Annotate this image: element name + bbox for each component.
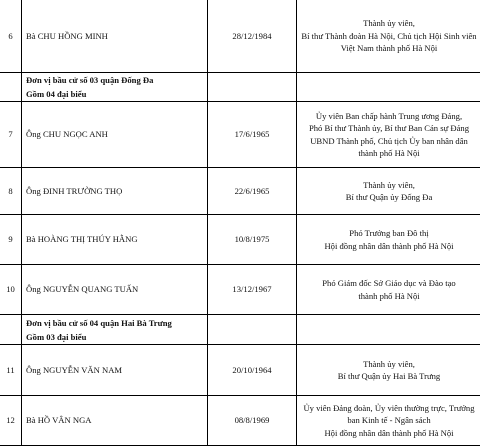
row-number: 8 — [0, 168, 22, 215]
table-row — [0, 0, 480, 73]
birth-date: 17/6/1965 — [208, 102, 297, 168]
electoral-unit-row — [0, 315, 480, 345]
position-line: Hội đồng nhân dân thành phố Hà Nội — [299, 240, 479, 253]
candidate-position — [297, 345, 480, 396]
candidate-position — [297, 265, 480, 315]
position-line: thành phố Hà Nội — [299, 147, 479, 160]
row-number: 6 — [0, 0, 22, 73]
position-line: Thành ủy viên, — [299, 17, 479, 30]
unit-date-cell — [208, 73, 297, 102]
unit-date-cell — [208, 315, 297, 345]
position-line: Ủy viên Ban chấp hành Trung ương Đảng, — [299, 110, 479, 123]
row-number: 10 — [0, 265, 22, 315]
position-line: Phó Trưởng ban Đô thị — [299, 227, 479, 240]
position-line: Bí thư Thành đoàn Hà Nội, Chủ tịch Hội Sinh viên — [299, 30, 479, 43]
electoral-unit-row — [0, 73, 480, 102]
unit-number-cell — [0, 73, 22, 102]
unit-seat-count: Gồm 03 đại biểu — [26, 330, 204, 344]
candidate-position — [297, 396, 480, 446]
position-line: Việt Nam thành phố Hà Nội — [299, 42, 479, 55]
position-line: Phó Bí thư Thành ủy, Bí thư Ban Cán sự Đảng — [299, 122, 479, 135]
birth-date: 10/8/1975 — [208, 215, 297, 265]
candidate-name: Ông NGUYỄN VĂN NAM — [22, 345, 208, 396]
candidate-position — [297, 215, 480, 265]
candidate-name: Ông CHU NGỌC ANH — [22, 102, 208, 168]
electoral-unit-heading — [22, 73, 208, 102]
position-line: Hội đồng nhân dân thành phố Hà Nội — [299, 427, 479, 440]
table-row — [0, 345, 480, 396]
unit-number-cell — [0, 315, 22, 345]
birth-date: 20/10/1964 — [208, 345, 297, 396]
table-row — [0, 168, 480, 215]
candidate-position — [297, 168, 480, 215]
row-number: 7 — [0, 102, 22, 168]
row-number: 9 — [0, 215, 22, 265]
candidate-name: Bà CHU HỒNG MINH — [22, 0, 208, 73]
candidate-position — [297, 102, 480, 168]
position-line: Ủy viên Đảng đoàn, Ủy viên thường trực, Trưởng — [299, 402, 479, 415]
unit-seat-count: Gồm 04 đại biểu — [26, 87, 204, 101]
birth-date: 28/12/1984 — [208, 0, 297, 73]
candidate-position — [297, 0, 480, 73]
unit-position-cell — [297, 73, 480, 102]
position-line: Phó Giám đốc Sở Giáo dục và Đào tạo — [299, 277, 479, 290]
row-number: 12 — [0, 396, 22, 446]
row-number: 11 — [0, 345, 22, 396]
position-line: ban Kinh tế - Ngân sách — [299, 414, 479, 427]
table-row — [0, 265, 480, 315]
position-line: Bí thư Quận ủy Hai Bà Trưng — [299, 370, 479, 383]
candidate-name: Bà HỒ VÂN NGA — [22, 396, 208, 446]
table-row — [0, 102, 480, 168]
birth-date: 08/8/1969 — [208, 396, 297, 446]
candidate-name: Ông ĐINH TRƯỜNG THỌ — [22, 168, 208, 215]
candidate-name: Ông NGUYỄN QUANG TUẤN — [22, 265, 208, 315]
position-line: Bí thư Quận ủy Đống Đa — [299, 191, 479, 204]
unit-position-cell — [297, 315, 480, 345]
electoral-unit-heading — [22, 315, 208, 345]
position-line: UBND Thành phố, Chủ tịch Ủy ban nhân dân — [299, 135, 479, 148]
table-row — [0, 396, 480, 446]
position-line: Thành ủy viên, — [299, 358, 479, 371]
table-row — [0, 215, 480, 265]
birth-date: 13/12/1967 — [208, 265, 297, 315]
unit-title: Đơn vị bầu cử số 04 quận Hai Bà Trưng — [26, 316, 204, 330]
position-line: thành phố Hà Nội — [299, 290, 479, 303]
birth-date: 22/6/1965 — [208, 168, 297, 215]
unit-title: Đơn vị bầu cử số 03 quận Đống Đa — [26, 73, 204, 87]
candidate-name: Bà HOÀNG THỊ THÚY HẰNG — [22, 215, 208, 265]
position-line: Thành ủy viên, — [299, 179, 479, 192]
